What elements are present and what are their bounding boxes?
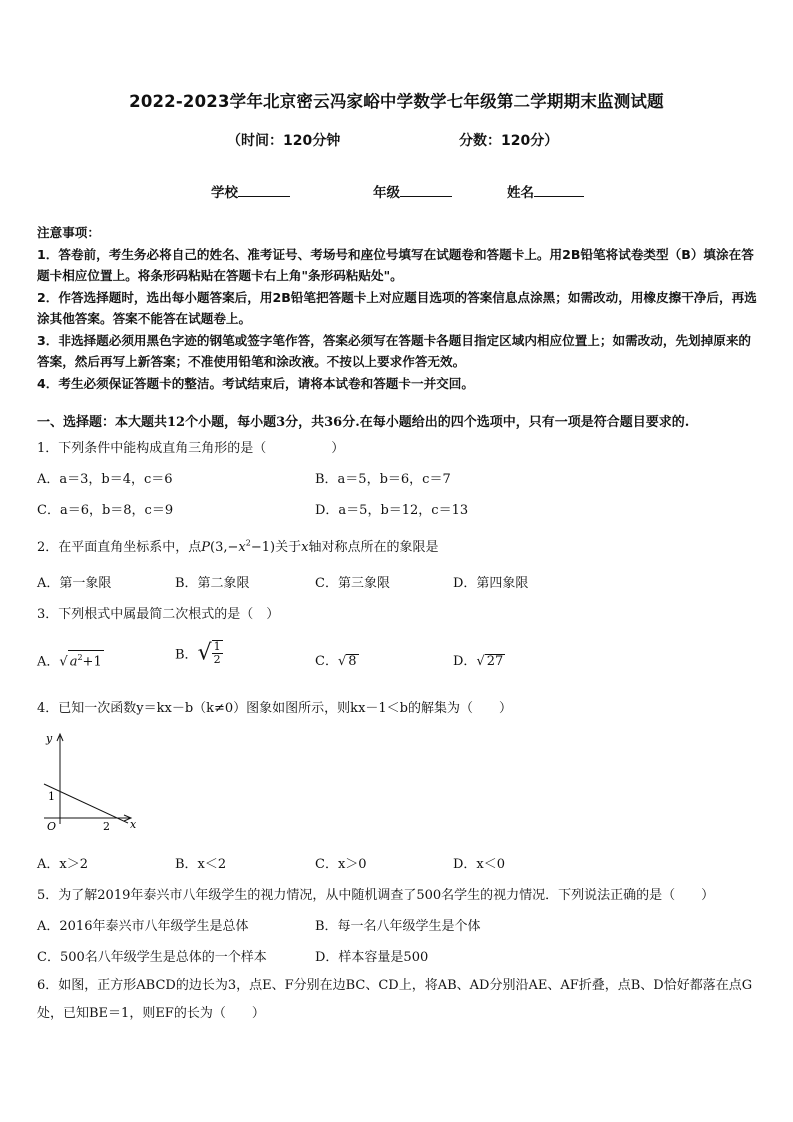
q5-option-a: A．2016年泰兴市八年级学生是总体 xyxy=(37,919,249,934)
q2-option-a: A．第一象限 xyxy=(37,576,112,591)
q2-axis-x: x xyxy=(301,540,309,555)
q1-option-d: D．a＝5，b＝12，c＝13 xyxy=(315,503,469,518)
q3-option-b: B．√ $\frac{1}{2}$ xyxy=(175,640,221,666)
q2-option-b: B．第二象限 xyxy=(175,576,250,591)
q3-stem: 3．下列根式中属最简二次根式的是（ ） xyxy=(37,607,280,622)
grade-blank xyxy=(400,184,452,197)
q3-a-radicand xyxy=(68,650,104,669)
q2-stem xyxy=(37,536,438,555)
q4-stem: 4．已知一次函数y＝kx－b（k≠0）图象如图所示，则kx－1＜b的解集为（ ） xyxy=(37,701,512,716)
q3-option-a: A．√ $a^2+1$ xyxy=(37,650,104,669)
q4-option-c: C．x＞0 xyxy=(315,857,367,872)
q5-option-d: D．样本容量是500 xyxy=(315,950,429,965)
grade-label: 年级 xyxy=(373,185,400,201)
q4-option-b: B．x＜2 xyxy=(175,857,227,872)
q2-point-neg: −x xyxy=(227,540,246,555)
school-blank xyxy=(238,184,290,197)
q5-option-c: C．500名八年级学生是总体的一个样本 xyxy=(37,950,267,965)
q2-point-exp: 2 xyxy=(245,538,251,548)
exam-score: 分数：120分） xyxy=(459,133,559,149)
q4-graph xyxy=(38,728,148,838)
page-title: 2022-2023学年北京密云冯家峪中学数学七年级第二学期期末监测试题 xyxy=(129,92,664,111)
name-label: 姓名 xyxy=(507,185,534,201)
q3-b-label: B． xyxy=(175,647,198,663)
q3-b-fraction xyxy=(212,640,223,666)
q3-c-label: C． xyxy=(315,654,338,669)
q2-stem-mid: 关于 xyxy=(275,540,302,555)
q2-point-p: P xyxy=(201,540,211,555)
note-item: 3．非选择题必须用黑色字迹的钢笔或签字笔作答，答案必须写在答题卡各题目指定区域内相应位置上；如需改动，先划掉原来的答案，然后再写上新答案；不准使用铅笔和涂改液。不按以上要求作答无效。 xyxy=(37,332,752,369)
q3-a-label: A． xyxy=(37,654,60,670)
x-intercept-label: 2 xyxy=(103,820,110,833)
grade-field xyxy=(373,181,452,201)
q3-option-c: C．√ 8 xyxy=(315,654,357,669)
name-blank xyxy=(534,184,584,197)
q3-a-expr: a xyxy=(69,654,78,670)
q3-a-exp: 2 xyxy=(77,653,83,662)
note-item: 4．考生必须保证答题卡的整洁。考试结束后，请将本试卷和答题卡一并交回。 xyxy=(37,375,474,391)
q4-option-d: D．x＜0 xyxy=(453,857,506,872)
q5-stem: 5．为了解2019年泰兴市八年级学生的视力情况，从中随机调查了500名学生的视力情况．下列说法正确的是（ ） xyxy=(37,888,715,903)
y-intercept-label: 1 xyxy=(48,790,55,803)
function-line xyxy=(44,784,128,823)
q4-option-a: A．x＞2 xyxy=(37,857,88,872)
school-label: 学校 xyxy=(211,185,238,201)
q6-stem: 6．如图，正方形ABCD的边长为3，点E、F分别在边BC、CD上，将AB、AD分别沿AE、AF折叠，点B、D恰好都落在点G处，已知BE＝1，则EF的长为（ ） xyxy=(37,978,753,1021)
notes-block xyxy=(37,222,759,394)
x-axis-label: x xyxy=(130,818,137,831)
notes-heading: 注意事项： xyxy=(37,225,100,240)
q2-option-d: D．第四象限 xyxy=(453,576,529,591)
q1-stem: 1．下列条件中能构成直角三角形的是（ ） xyxy=(37,441,345,456)
school-field xyxy=(211,181,290,201)
name-field xyxy=(507,181,584,201)
q2-option-c: C．第三象限 xyxy=(315,576,390,591)
q2-stem-post: 轴对称点所在的象限是 xyxy=(308,540,439,555)
q2-point-close: −1) xyxy=(250,540,276,555)
q3-option-d: D．√ 27 xyxy=(453,654,504,669)
exam-time: （时间：120分钟 xyxy=(227,133,341,149)
q5-option-b: B．每一名八年级学生是个体 xyxy=(315,919,481,934)
q3-a-tail: +1 xyxy=(82,654,102,670)
note-item: 1．答卷前，考生务必将自己的姓名、准考证号、考场号和座位号填写在试题卷和答题卡上。用2B铅笔将试卷类型（B）填涂在答题卡相应位置上。将条形码粘贴在答题卡右上角"条形码粘贴处"。 xyxy=(37,246,754,283)
y-axis-label: y xyxy=(46,732,53,745)
note-item: 2．作答选择题时，选出每小题答案后，用2B铅笔把答题卡上对应题目选项的答案信息点涂黑；如需改动，用橡皮擦干净后，再选涂其他答案。答案不能答在试题卷上。 xyxy=(37,289,757,326)
q3-b-den: 2 xyxy=(213,653,221,666)
q2-point-open: (3, xyxy=(210,540,228,555)
q3-b-num: 1 xyxy=(213,640,221,653)
q3-c-radicand: 8 xyxy=(348,654,357,669)
section-heading: 一、选择题：本大题共12个小题，每小题3分，共36分.在每小题给出的四个选项中，只有一项是符合题目要求的. xyxy=(37,415,690,430)
origin-label: O xyxy=(47,820,57,833)
q1-option-b: B．a＝5，b＝6，c＝7 xyxy=(315,472,451,487)
q2-stem-pre: 2．在平面直角坐标系中，点 xyxy=(37,540,202,555)
q1-option-c: C．a＝6，b＝8，c＝9 xyxy=(37,503,174,518)
q3-d-radicand: 27 xyxy=(486,654,504,669)
q3-d-label: D． xyxy=(453,654,477,669)
q1-option-a: A．a＝3，b＝4，c＝6 xyxy=(37,472,173,487)
